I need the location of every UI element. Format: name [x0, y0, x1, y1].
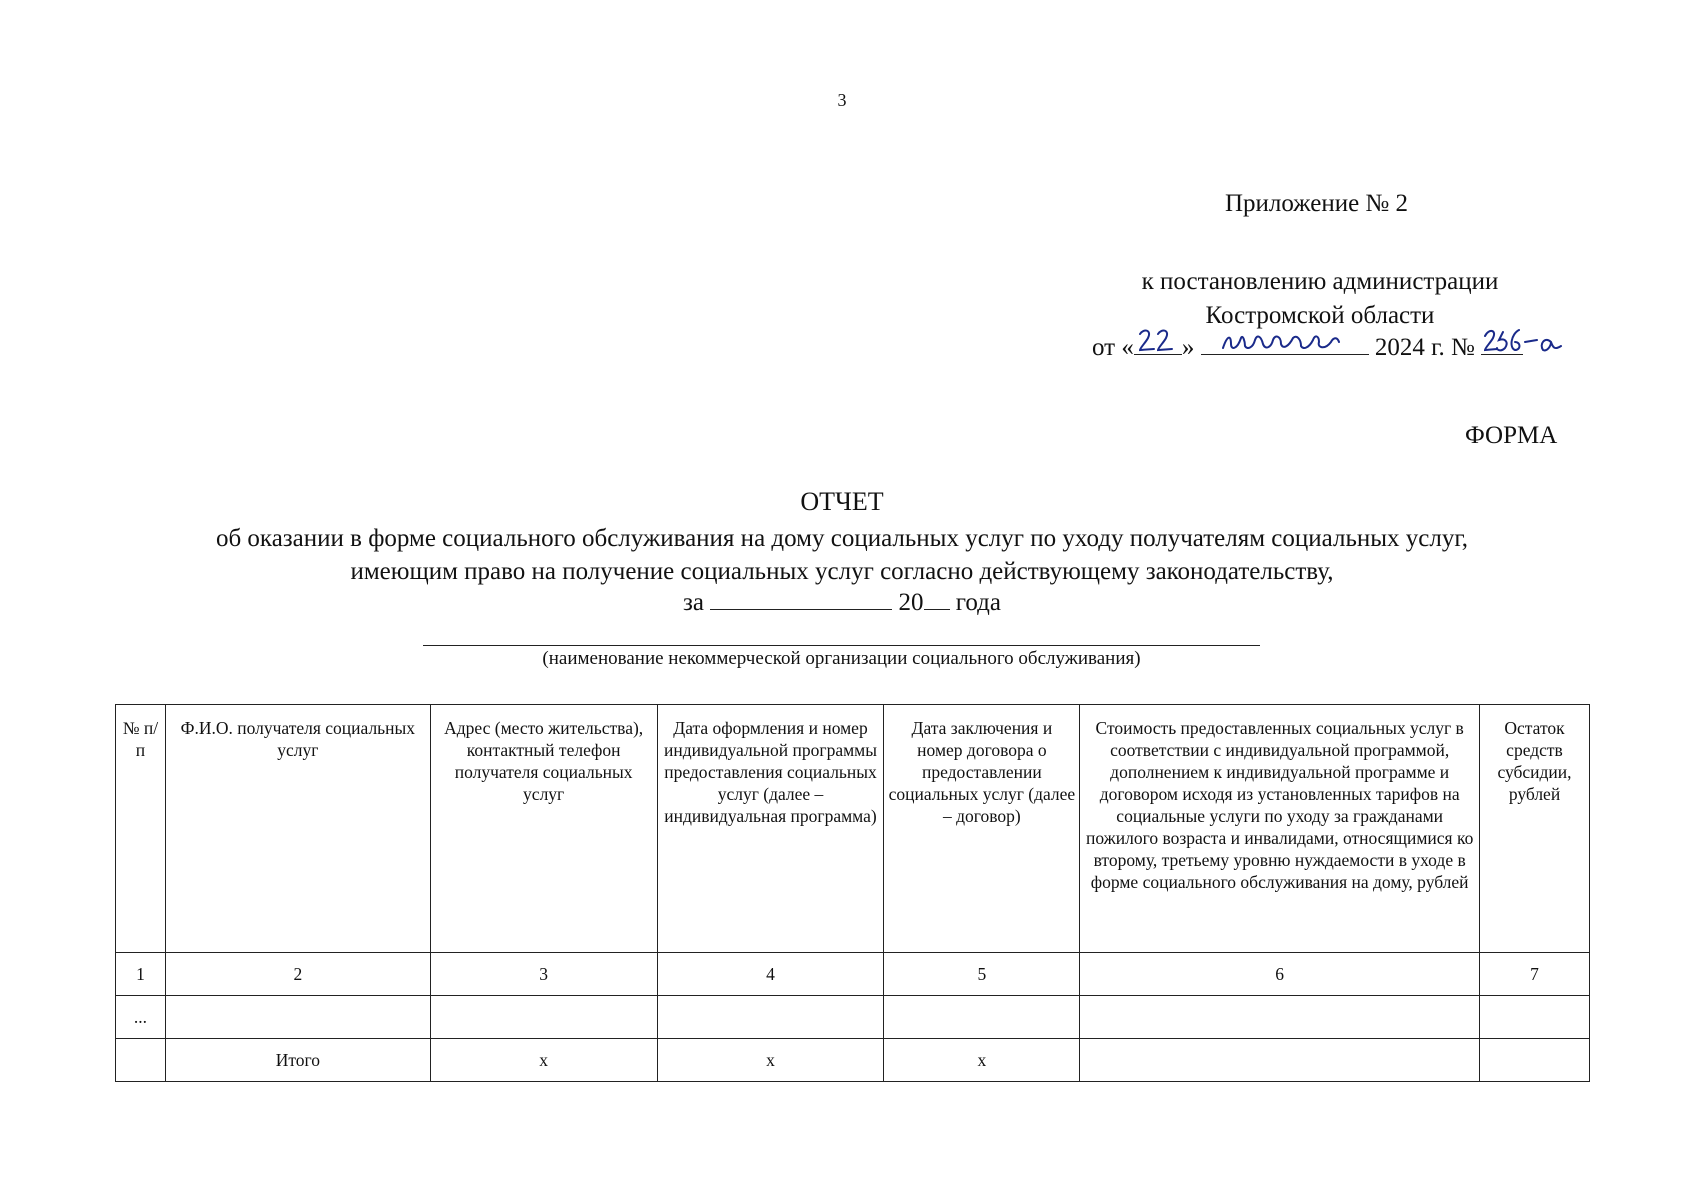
- column-number-cell: 2: [165, 953, 430, 996]
- header-cell: Адрес (место жительства), контактный телефон получателя социальных услуг: [430, 705, 657, 953]
- report-subtitle-line-2: имеющим право на получение социальных услуг согласно действующему законодательству,: [350, 558, 1334, 585]
- decree-date-line: [1092, 328, 1523, 362]
- organization-name-line: [423, 645, 1260, 646]
- handwritten-day-signature: [1134, 326, 1182, 354]
- handwritten-month: [1201, 328, 1369, 355]
- header-cell: Ф.И.О. получателя социальных услуг: [165, 705, 430, 953]
- table-cell: ...: [116, 996, 166, 1039]
- appendix-label: Приложение № 2: [1225, 190, 1409, 217]
- table-cell: [1480, 1039, 1590, 1082]
- column-number-cell: 5: [884, 953, 1080, 996]
- table-row: [116, 953, 1590, 996]
- decree-year: 2024 г. №: [1374, 334, 1475, 361]
- report-title: ОТЧЕТ: [800, 487, 884, 516]
- table-cell: [1480, 996, 1590, 1039]
- decree-date-quote-close: »: [1181, 334, 1195, 361]
- column-number-cell: 4: [657, 953, 884, 996]
- table-row-total: [116, 1039, 1590, 1082]
- period-year-blank: [924, 585, 950, 610]
- column-number-cell: 6: [1080, 953, 1480, 996]
- header-cell: Стоимость предоставленных социальных услуг в соответствии с индивидуальной программой, дополнением к индивидуальной программе и договором исходя из установленных тарифов на социальные услуги по уходу за гражданами пожилого возраста и инвалидами, относящимися ко второму, третьему уровню нуждаемости в уходе в форме социального обслуживания на дому, рублей: [1080, 705, 1480, 953]
- header-cell: № п/п: [116, 705, 166, 953]
- header-cell: Остаток средств субсидии, рублей: [1480, 705, 1590, 953]
- organization-caption: (наименование некоммерческой организации социального обслуживания): [542, 648, 1141, 669]
- report-subtitle-line-1: об оказании в форме социального обслуживания на дому социальных услуг по уходу получателям социальных услуг,: [215, 525, 1469, 552]
- handwritten-month-signature: [1201, 326, 1369, 354]
- table-cell: [165, 996, 430, 1039]
- table-cell: [1080, 996, 1480, 1039]
- period-prefix: за: [683, 589, 704, 616]
- report-table: [115, 704, 1590, 1082]
- period-suffix: года: [955, 589, 1001, 616]
- page-number: 3: [837, 90, 847, 110]
- table-cell: х: [884, 1039, 1080, 1082]
- decree-date-prefix: от «: [1092, 334, 1134, 361]
- table-cell: [116, 1039, 166, 1082]
- table-row: [116, 996, 1590, 1039]
- table-cell: х: [430, 1039, 657, 1082]
- column-number-cell: 7: [1480, 953, 1590, 996]
- table-cell: х: [657, 1039, 884, 1082]
- period-year-prefix: 20: [898, 589, 924, 616]
- report-subtitle: [60, 522, 1624, 588]
- header-cell: Дата заключения и номер договора о предоставлении социальных услуг (далее – договор): [884, 705, 1080, 953]
- handwritten-number: [1481, 328, 1523, 355]
- column-number-cell: 1: [116, 953, 166, 996]
- decree-reference: [1085, 265, 1555, 333]
- decree-line-2: Костромской области: [1205, 302, 1435, 329]
- column-number-cell: 3: [430, 953, 657, 996]
- handwritten-day: [1134, 328, 1182, 355]
- total-label-cell: Итого: [165, 1039, 430, 1082]
- table-header-row: [116, 705, 1590, 953]
- decree-line-1: к постановлению администрации: [1141, 268, 1499, 295]
- handwritten-number-signature: [1481, 326, 1573, 354]
- report-period: [0, 585, 1684, 617]
- table-cell: [1080, 1039, 1480, 1082]
- table-cell: [884, 996, 1080, 1039]
- table-cell: [430, 996, 657, 1039]
- form-label: ФОРМА: [1465, 422, 1558, 449]
- period-month-blank: [710, 585, 892, 610]
- header-cell: Дата оформления и номер индивидуальной программы предоставления социальных услуг (далее – индивидуальная программа): [657, 705, 884, 953]
- table-cell: [657, 996, 884, 1039]
